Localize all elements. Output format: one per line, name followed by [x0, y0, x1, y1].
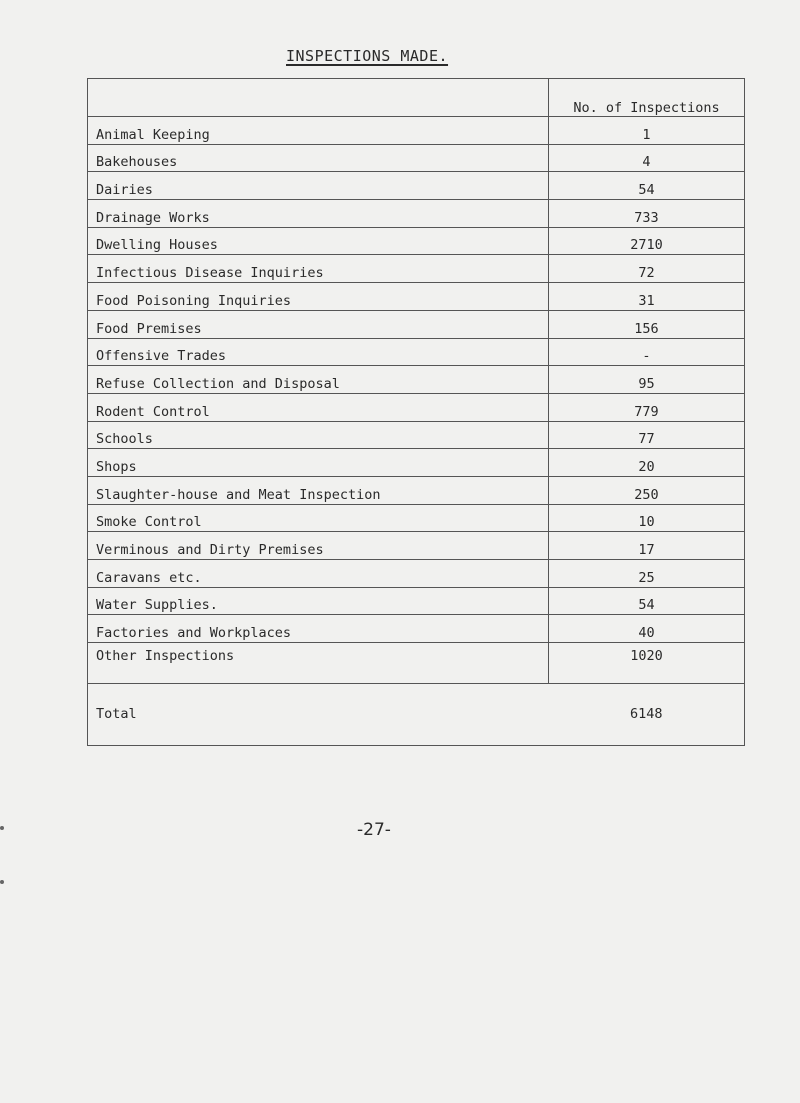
- row-value: 95: [549, 366, 745, 394]
- header-value-cell: No. of Inspections: [549, 79, 745, 117]
- row-value: 2710: [549, 227, 745, 255]
- row-label: Factories and Workplaces: [88, 615, 549, 643]
- row-label: Slaughter-house and Meat Inspection: [88, 476, 549, 504]
- row-label: Food Premises: [88, 310, 549, 338]
- row-value: 20: [549, 449, 745, 477]
- row-value: 72: [549, 255, 745, 283]
- row-label: Dwelling Houses: [88, 227, 549, 255]
- margin-mark: [0, 826, 4, 830]
- table-row: [88, 504, 745, 532]
- total-value: 6148: [549, 684, 745, 746]
- row-value: 779: [549, 393, 745, 421]
- row-label: Dairies: [88, 172, 549, 200]
- table-header-row: [88, 79, 745, 117]
- row-label: Drainage Works: [88, 200, 549, 228]
- row-value: 40: [549, 615, 745, 643]
- page-number: -27-: [357, 820, 391, 840]
- row-label: Offensive Trades: [88, 338, 549, 366]
- row-label: Shops: [88, 449, 549, 477]
- inspections-table-body: [88, 79, 745, 746]
- row-label: Rodent Control: [88, 393, 549, 421]
- row-label: Refuse Collection and Disposal: [88, 366, 549, 394]
- table-row: [88, 172, 745, 200]
- row-value: 250: [549, 476, 745, 504]
- page-title: INSPECTIONS MADE.: [286, 47, 449, 65]
- inspections-table: [87, 78, 745, 746]
- table-row: [88, 587, 745, 615]
- table-row: [88, 615, 745, 643]
- table-row: [88, 227, 745, 255]
- table-row: [88, 366, 745, 394]
- row-value: 31: [549, 283, 745, 311]
- total-row: [88, 684, 745, 746]
- table-row: [88, 421, 745, 449]
- row-label: Food Poisoning Inquiries: [88, 283, 549, 311]
- row-value: 10: [549, 504, 745, 532]
- row-value: 1: [549, 117, 745, 145]
- row-value: 77: [549, 421, 745, 449]
- table-row: [88, 117, 745, 145]
- table-row: [88, 643, 745, 684]
- row-label: Verminous and Dirty Premises: [88, 532, 549, 560]
- row-value: 1020: [549, 643, 745, 684]
- table-row: [88, 338, 745, 366]
- row-value: 54: [549, 172, 745, 200]
- row-label: Caravans etc.: [88, 560, 549, 588]
- row-label: Other Inspections: [88, 643, 549, 684]
- row-value: -: [549, 338, 745, 366]
- row-label: Schools: [88, 421, 549, 449]
- table-row: [88, 283, 745, 311]
- row-value: 54: [549, 587, 745, 615]
- row-label: Infectious Disease Inquiries: [88, 255, 549, 283]
- table-row: [88, 449, 745, 477]
- table-row: [88, 476, 745, 504]
- table-row: [88, 144, 745, 172]
- table-row: [88, 560, 745, 588]
- row-value: 156: [549, 310, 745, 338]
- row-value: 25: [549, 560, 745, 588]
- table-row: [88, 393, 745, 421]
- row-value: 17: [549, 532, 745, 560]
- table-row: [88, 200, 745, 228]
- row-label: Bakehouses: [88, 144, 549, 172]
- row-label: Animal Keeping: [88, 117, 549, 145]
- row-value: 4: [549, 144, 745, 172]
- total-label: Total: [88, 684, 549, 746]
- row-label: Water Supplies.: [88, 587, 549, 615]
- row-label: Smoke Control: [88, 504, 549, 532]
- table-row: [88, 255, 745, 283]
- table-row: [88, 310, 745, 338]
- header-empty-cell: [88, 79, 549, 117]
- margin-mark: [0, 880, 4, 884]
- table-row: [88, 532, 745, 560]
- row-value: 733: [549, 200, 745, 228]
